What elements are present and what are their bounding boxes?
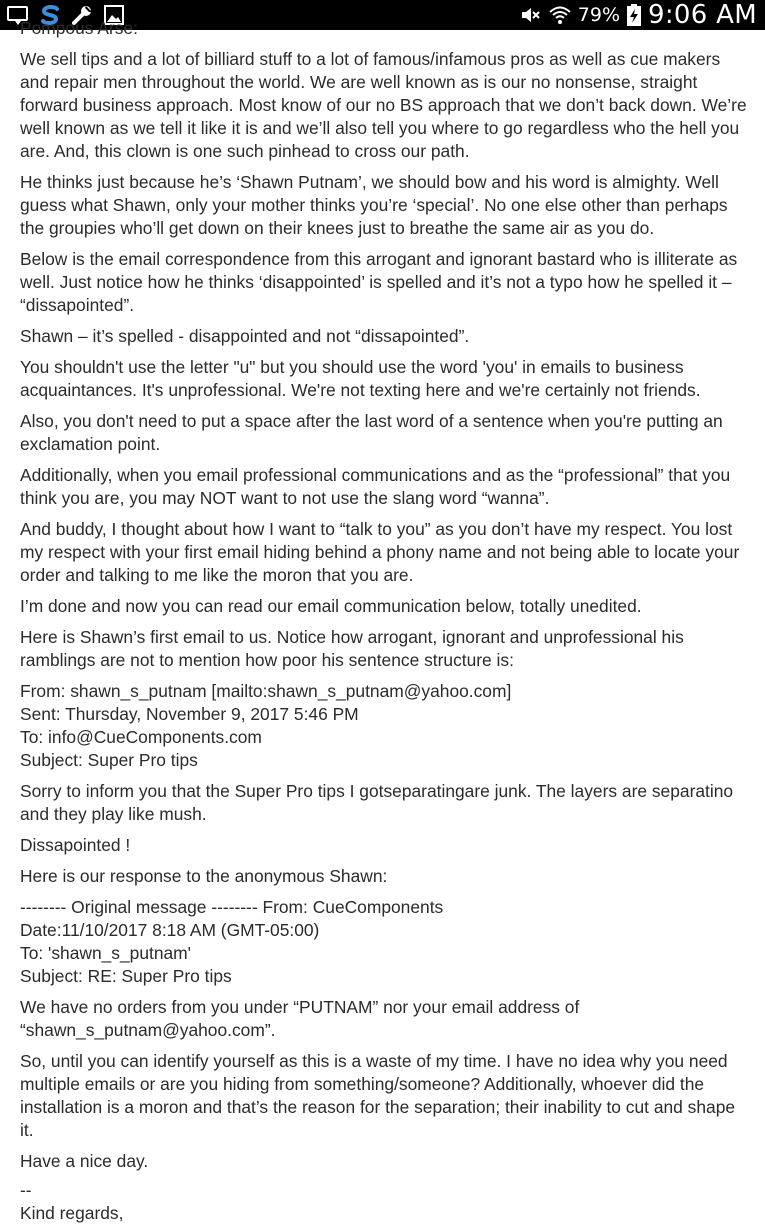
- email-to: To: info@CueComponents.com: [20, 727, 262, 747]
- article-paragraph: We sell tips and a lot of billiard stuff to a lot of famous/infamous pros as well as cue makers and repair men throughout the world. We are well known as is our no nonsense, straight forward business approach. Most know of our no BS approach that we don’t back down. We’re well known as we tell it like it is and we’ll also tell you where to go regardless who the hell you are. And, this clown is one such pinhead to cross our path.: [20, 49, 747, 161]
- clock: 9:06 AM: [648, 0, 757, 30]
- article-paragraph: Additionally, when you email professional communications and as the “professional” that you think you are, you may NOT want to not use the slang word “wanna”.: [20, 465, 731, 508]
- battery-charging-icon: [626, 3, 642, 27]
- response-email-body: So, until you can identify yourself as this is a waste of my time. I have no idea why you need multiple emails or are you hiding from something/someone? Additionally, whoever did the installation is a moron and that’s the reason for the separation; their inability to cut and shape it.: [20, 1051, 736, 1140]
- first-email-closing: Dissapointed !: [20, 835, 131, 855]
- response-sign-off: Have a nice day.: [20, 1151, 149, 1171]
- cutoff-heading: Pompous Arse:: [20, 18, 138, 38]
- email-date: Date:11/10/2017 8:18 AM (GMT-05:00): [20, 920, 320, 940]
- battery-percent: 79%: [577, 4, 621, 26]
- email-subject: Subject: RE: Super Pro tips: [20, 966, 232, 986]
- article-paragraph: Also, you don't need to put a space after the last word of a sentence when you're putting an exclamation point.: [20, 411, 723, 454]
- signature-block: [20, 1179, 748, 1225]
- article-paragraph: I’m done and now you can read our email communication below, totally unedited.: [20, 596, 642, 616]
- article-paragraph: Shawn – it’s spelled - disappointed and not “dissapointed”.: [20, 326, 470, 346]
- signature-regards: Kind regards,: [20, 1203, 124, 1223]
- signature-separator: --: [20, 1180, 32, 1200]
- email-original-from: -------- Original message -------- From: CueComponents: [20, 897, 444, 917]
- first-email-header: [20, 680, 748, 772]
- article-paragraph: Below is the email correspondence from this arrogant and ignorant bastard who is illiterate as well. Just notice how he thinks ‘disappointed’ is spelled and it’s not a typo how he spelled it – “dissapointed”.: [20, 249, 738, 315]
- article-paragraph: You shouldn't use the letter "u" but you should use the word 'you' in emails to business acquaintances. It's unprofessional. We're not texting here and we're certainly not friends.: [20, 357, 701, 400]
- article-body: [20, 18, 748, 1224]
- email-from: From: shawn_s_putnam [mailto:shawn_s_putnam@yahoo.com]: [20, 681, 512, 701]
- first-email-body: Sorry to inform you that the Super Pro tips I gotseparatingare junk. The layers are separatino and they play like mush.: [20, 781, 734, 824]
- response-intro: Here is our response to the anonymous Shawn:: [20, 866, 388, 886]
- mute-icon: [518, 3, 542, 27]
- response-email-body: We have no orders from you under “PUTNAM” nor your email address of “shawn_s_putnam@yahoo.com”.: [20, 997, 580, 1040]
- email-to: To: 'shawn_s_putnam': [20, 943, 191, 963]
- article-paragraph: Here is Shawn’s first email to us. Notice how arrogant, ignorant and unprofessional his ramblings are not to mention how poor his sentence structure is:: [20, 627, 684, 670]
- article-paragraph: And buddy, I thought about how I want to “talk to you” as you don’t have my respect. You lost my respect with your first email hiding behind a phony name and not being able to locate your order and talking to me like the moron that you are.: [20, 519, 740, 585]
- article-paragraph: He thinks just because he’s ‘Shawn Putnam’, we should bow and his word is almighty. Well guess what Shawn, only your mother thinks you’re ‘special’. No one else other than perhaps the groupies who’ll get down on their knees just to breathe the same air as you do.: [20, 172, 728, 238]
- email-sent: Sent: Thursday, November 9, 2017 5:46 PM: [20, 704, 359, 724]
- wifi-icon: [548, 3, 572, 27]
- system-indicators: [518, 0, 757, 30]
- email-subject: Subject: Super Pro tips: [20, 750, 198, 770]
- response-email-header: [20, 896, 748, 988]
